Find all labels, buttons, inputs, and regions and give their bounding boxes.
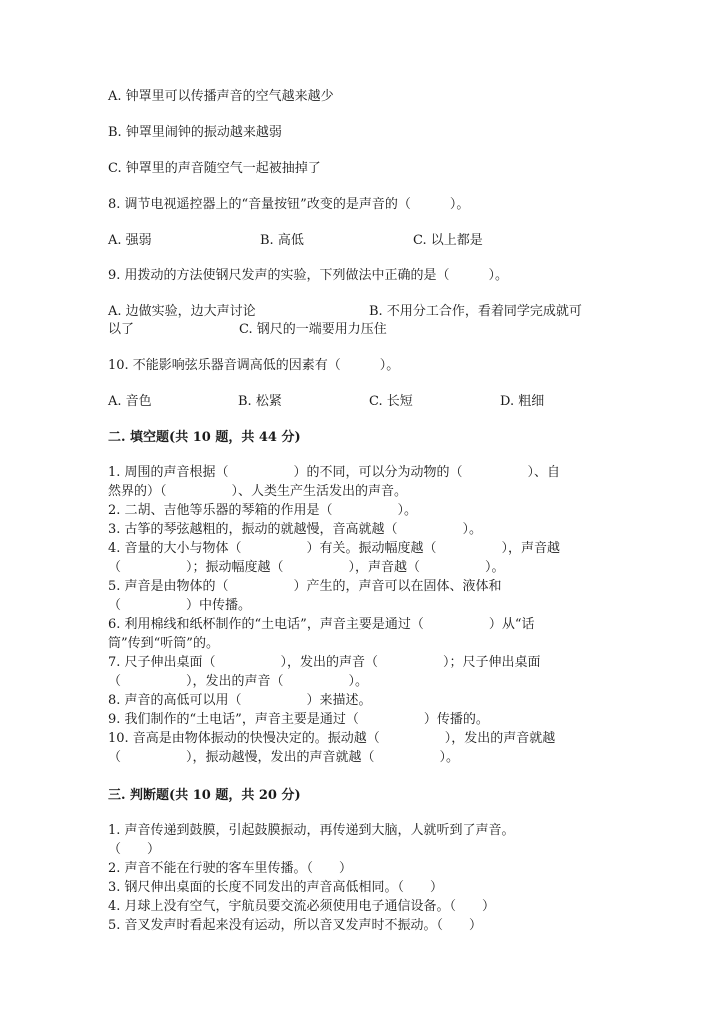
judge-line: 2. 声音不能在行驶的客车里传播。（ ）	[108, 861, 353, 876]
fill-line: 8. 声音的高低可以用（ ）来描述。	[108, 693, 372, 708]
q8-stem: 8. 调节电视遥控器上的“音量按钮”改变的是声音的（ ）。	[108, 197, 470, 212]
section3-title: 三. 判断题(共 10 题，共 20 分)	[108, 788, 301, 803]
section2-title: 二. 填空题(共 10 题，共 44 分)	[108, 430, 301, 445]
fill-line: （ ）；振动幅度越（ ），声音越（ ）。	[108, 560, 505, 575]
judge-line: （ ）	[108, 842, 161, 857]
fill-line: （ ），振动越慢，发出的声音就越（ ）。	[108, 750, 460, 765]
fill-line: （ ）中传播。	[108, 598, 252, 613]
q9-option-b-continued: 以了	[108, 322, 135, 337]
q7-option-b: B. 钟罩里闹钟的振动越来越弱	[108, 125, 282, 140]
q10-option-a: A. 音色	[108, 394, 152, 409]
fill-line: 9. 我们制作的“土电话”，声音主要是通过（ ）传播的。	[108, 712, 489, 727]
fill-line: 7. 尺子伸出桌面（ ），发出的声音（ ）；尺子伸出桌面	[108, 655, 541, 670]
fill-line: 3. 古筝的琴弦越粗的，振动的就越慢，音高就越（ ）。	[108, 522, 483, 537]
q10-option-d: D. 粗细	[500, 394, 545, 409]
q9-option-a: A. 边做实验，边大声讨论	[108, 304, 256, 319]
fill-line: 然界的）（ ）、人类生产生活发出的声音。	[108, 484, 408, 499]
q10-option-b: B. 松紧	[238, 394, 282, 409]
judge-line: 5. 音叉发声时看起来没有运动，所以音叉发声时不振动。（ ）	[108, 918, 483, 933]
q7-option-c: C. 钟罩里的声音随空气一起被抽掉了	[108, 161, 321, 176]
judge-line: 3. 钢尺伸出桌面的长度不同发出的声音高低相同。（ ）	[108, 880, 444, 895]
judge-line: 1. 声音传递到鼓膜，引起鼓膜振动，再传递到大脑，人就听到了声音。	[108, 823, 515, 838]
q9-stem: 9. 用拨动的方法使钢尺发声的实验，下列做法中正确的是（ ）。	[108, 268, 509, 283]
q10-option-c: C. 长短	[369, 394, 413, 409]
fill-line: 6. 利用棉线和纸杯制作的“土电话”，声音主要是通过（ ）从“话	[108, 617, 535, 632]
judge-line: 4. 月球上没有空气，宇航员要交流必须使用电子通信设备。（ ）	[108, 899, 496, 914]
q9-option-c: C. 钢尺的一端要用力压住	[239, 322, 387, 337]
q8-option-b: B. 高低	[260, 233, 304, 248]
q10-stem: 10. 不能影响弦乐器音调高低的因素有（ ）。	[108, 358, 400, 373]
q9-option-b: B. 不用分工合作，看着同学完成就可	[369, 304, 582, 319]
q7-option-a: A. 钟罩里可以传播声音的空气越来越少	[108, 89, 334, 104]
fill-line: 1. 周围的声音根据（ ）的不同，可以分为动物的（ ）、自	[108, 465, 561, 480]
fill-line: 5. 声音是由物体的（ ）产生的，声音可以在固体、液体和	[108, 579, 502, 594]
fill-line: （ ），发出的声音（ ）。	[108, 674, 369, 689]
fill-line: 10. 音高是由物体振动的快慢决定的。振动越（ ），发出的声音就越	[108, 731, 556, 746]
q8-option-c: C. 以上都是	[413, 233, 483, 248]
fill-line: 筒”传到“听筒”的。	[108, 636, 219, 651]
fill-line: 4. 音量的大小与物体（ ）有关。振动幅度越（ ），声音越	[108, 541, 561, 556]
fill-line: 2. 二胡、吉他等乐器的琴箱的作用是（ ）。	[108, 503, 418, 518]
q8-option-a: A. 强弱	[108, 233, 152, 248]
